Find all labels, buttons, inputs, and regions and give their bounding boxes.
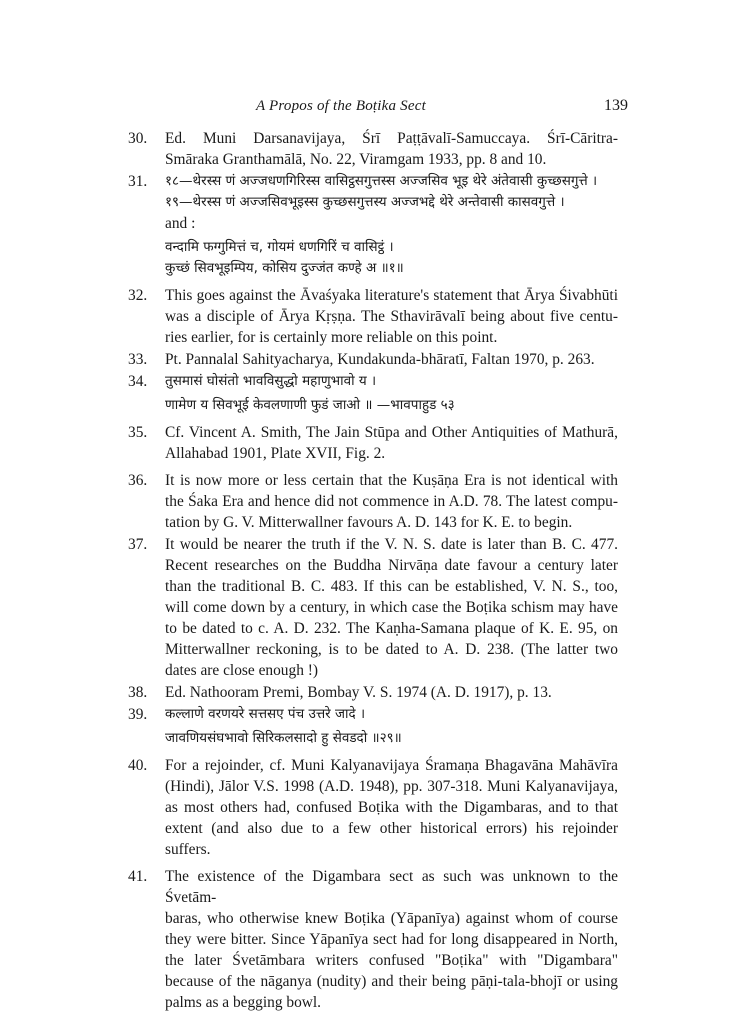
note-line: This goes against the Āvaśyaka literature's statement that Ārya Śivabhūti — [165, 287, 618, 304]
note-line: (Hindi), Jālor V.S. 1998 (A.D. 1948), pp. 307-318. Muni Kalyanavijaya, — [165, 778, 618, 795]
note-line: extent (and also due to a few other historical errors) his rejoinder — [165, 820, 618, 837]
note-number: 34. — [128, 373, 148, 390]
note-line: as most others had, confused Boṭika with the Digambaras, and to that — [165, 799, 618, 816]
note-37 — [128, 534, 618, 681]
note-line: It is now more or less certain that the Kuṣāṇa Era is not identical with — [165, 472, 618, 489]
note-number: 30. — [128, 130, 148, 147]
note-line: suffers. — [165, 841, 211, 858]
note-36 — [128, 470, 618, 533]
note-line: जावणियसंघभावो सिरिकलसादो हु सेवडदो ॥२९॥ — [165, 730, 402, 746]
note-line: ries earlier, for is certainly more reliable on this point. — [165, 329, 498, 346]
note-line: Smāraka Granthamālā, No. 22, Viramgam 1933, pp. 8 and 10. — [165, 151, 547, 168]
note-line: Pt. Pannalal Sahityacharya, Kundakunda-bhāratī, Faltan 1970, p. 263. — [165, 351, 595, 368]
note-line: they were bitter. Since Yāpanīya sect had for long disappeared in North, — [165, 931, 618, 948]
note-40 — [128, 755, 618, 860]
note-line: १९—थेरस्स णं अज्जसिवभूइस्स कुच्छसगुत्तस्य अज्जभद्दे थेरे अन्तेवासी कासवगुत्ते । — [165, 194, 565, 210]
note-line: It would be nearer the truth if the V. N. S. date is later than B. C. 477. — [165, 536, 618, 553]
note-number: 39. — [128, 706, 148, 723]
note-line: the later Śvetāmbara writers confused "Boṭika" with "Digambara" — [165, 952, 618, 969]
running-header — [0, 98, 737, 122]
note-line: was a disciple of Ārya Kṛṣṇa. The Sthavirāvalī being about five centu- — [165, 308, 618, 325]
note-line: तुसमासं घोसंतो भावविसुद्धो महाणुभावो य । — [165, 373, 377, 389]
note-line: Recent researches on the Buddha Nirvāṇa date favour a century later — [165, 557, 618, 574]
note-number: 38. — [128, 684, 148, 701]
note-line: than the traditional B. C. 483. If this can be established, V. N. S., too, — [165, 578, 618, 595]
note-line: १८—थेरस्स णं अज्जधणगिरिस्स वासिट्ठसगुत्तस्स अज्जसिव भूइ थेरे अंतेवासी कुच्छसगुत्ते । — [165, 173, 598, 189]
note-line: Ed. Nathooram Premi, Bombay V. S. 1974 (A. D. 1917), p. 13. — [165, 684, 552, 701]
note-38 — [128, 682, 618, 703]
note-line: dates are close enough !) — [165, 662, 318, 679]
note-number: 32. — [128, 287, 148, 304]
note-line: Ed. Muni Darsanavijaya, Śrī Paṭṭāvalī-Samuccaya. Śrī-Cāritra- — [165, 130, 618, 147]
note-line: कल्लाणे वरणयरे सत्तसए पंच उत्तरे जादे । — [165, 706, 366, 722]
note-line: Cf. Vincent A. Smith, The Jain Stūpa and Other Antiquities of Mathurā, — [165, 424, 618, 441]
note-35 — [128, 422, 618, 464]
note-number: 33. — [128, 351, 148, 368]
note-32 — [128, 285, 618, 348]
endnotes-list — [128, 128, 618, 1014]
note-number: 41. — [128, 868, 148, 885]
note-41 — [128, 866, 618, 1013]
page-number: 139 — [604, 97, 628, 114]
note-number: 36. — [128, 472, 148, 489]
running-title: A Propos of the Boṭika Sect — [256, 98, 426, 114]
note-line: णामेण य सिवभूई केवलणाणी फुडं जाओ ॥ —भावपाहुड ५३ — [165, 397, 455, 413]
note-number: 37. — [128, 536, 148, 553]
note-line: because of the nāganya (nudity) and their being pāṇi-tala-bhojī or using — [165, 973, 618, 990]
note-line: palms as a begging bowl. — [165, 994, 322, 1011]
note-line: the Śaka Era and hence did not commence in A.D. 78. The latest compu- — [165, 493, 618, 510]
note-line: Allahabad 1901, Plate XVII, Fig. 2. — [165, 445, 386, 462]
note-line: will come down by a century, in which case the Boṭika schism may have — [165, 599, 618, 616]
note-number: 31. — [128, 173, 148, 190]
note-line: The existence of the Digambara sect as such was unknown to the Śvetām- — [165, 868, 618, 906]
note-line: baras, who otherwise knew Boṭika (Yāpanīya) against whom of course — [165, 910, 618, 927]
note-39 — [128, 704, 618, 749]
note-number: 40. — [128, 757, 148, 774]
note-33 — [128, 349, 618, 370]
note-line: For a rejoinder, cf. Muni Kalyanavijaya Śramaṇa Bhagavāna Mahāvīra — [165, 757, 618, 774]
note-number: 35. — [128, 424, 148, 441]
note-30 — [128, 128, 618, 170]
note-line: tation by G. V. Mitterwallner favours A. D. 143 for K. E. to begin. — [165, 514, 573, 531]
note-line: कुच्छं सिवभूइम्पिय, कोसिय दुज्जंत कण्हे अ ॥१॥ — [165, 260, 404, 276]
note-line: वन्दामि फग्गुमित्तं च, गोयमं धणगिरिं च वासिट्ठं । — [165, 239, 394, 255]
note-31 — [128, 171, 618, 279]
note-line: to be dated to c. A. D. 232. The Kaṇha-Samana plaque of K. E. 95, on — [165, 620, 618, 637]
note-line: and : — [165, 215, 196, 232]
note-line: Mitterwallner reckoning, is to be dated to A. D. 238. (The latter two — [165, 641, 618, 658]
note-34 — [128, 371, 618, 416]
